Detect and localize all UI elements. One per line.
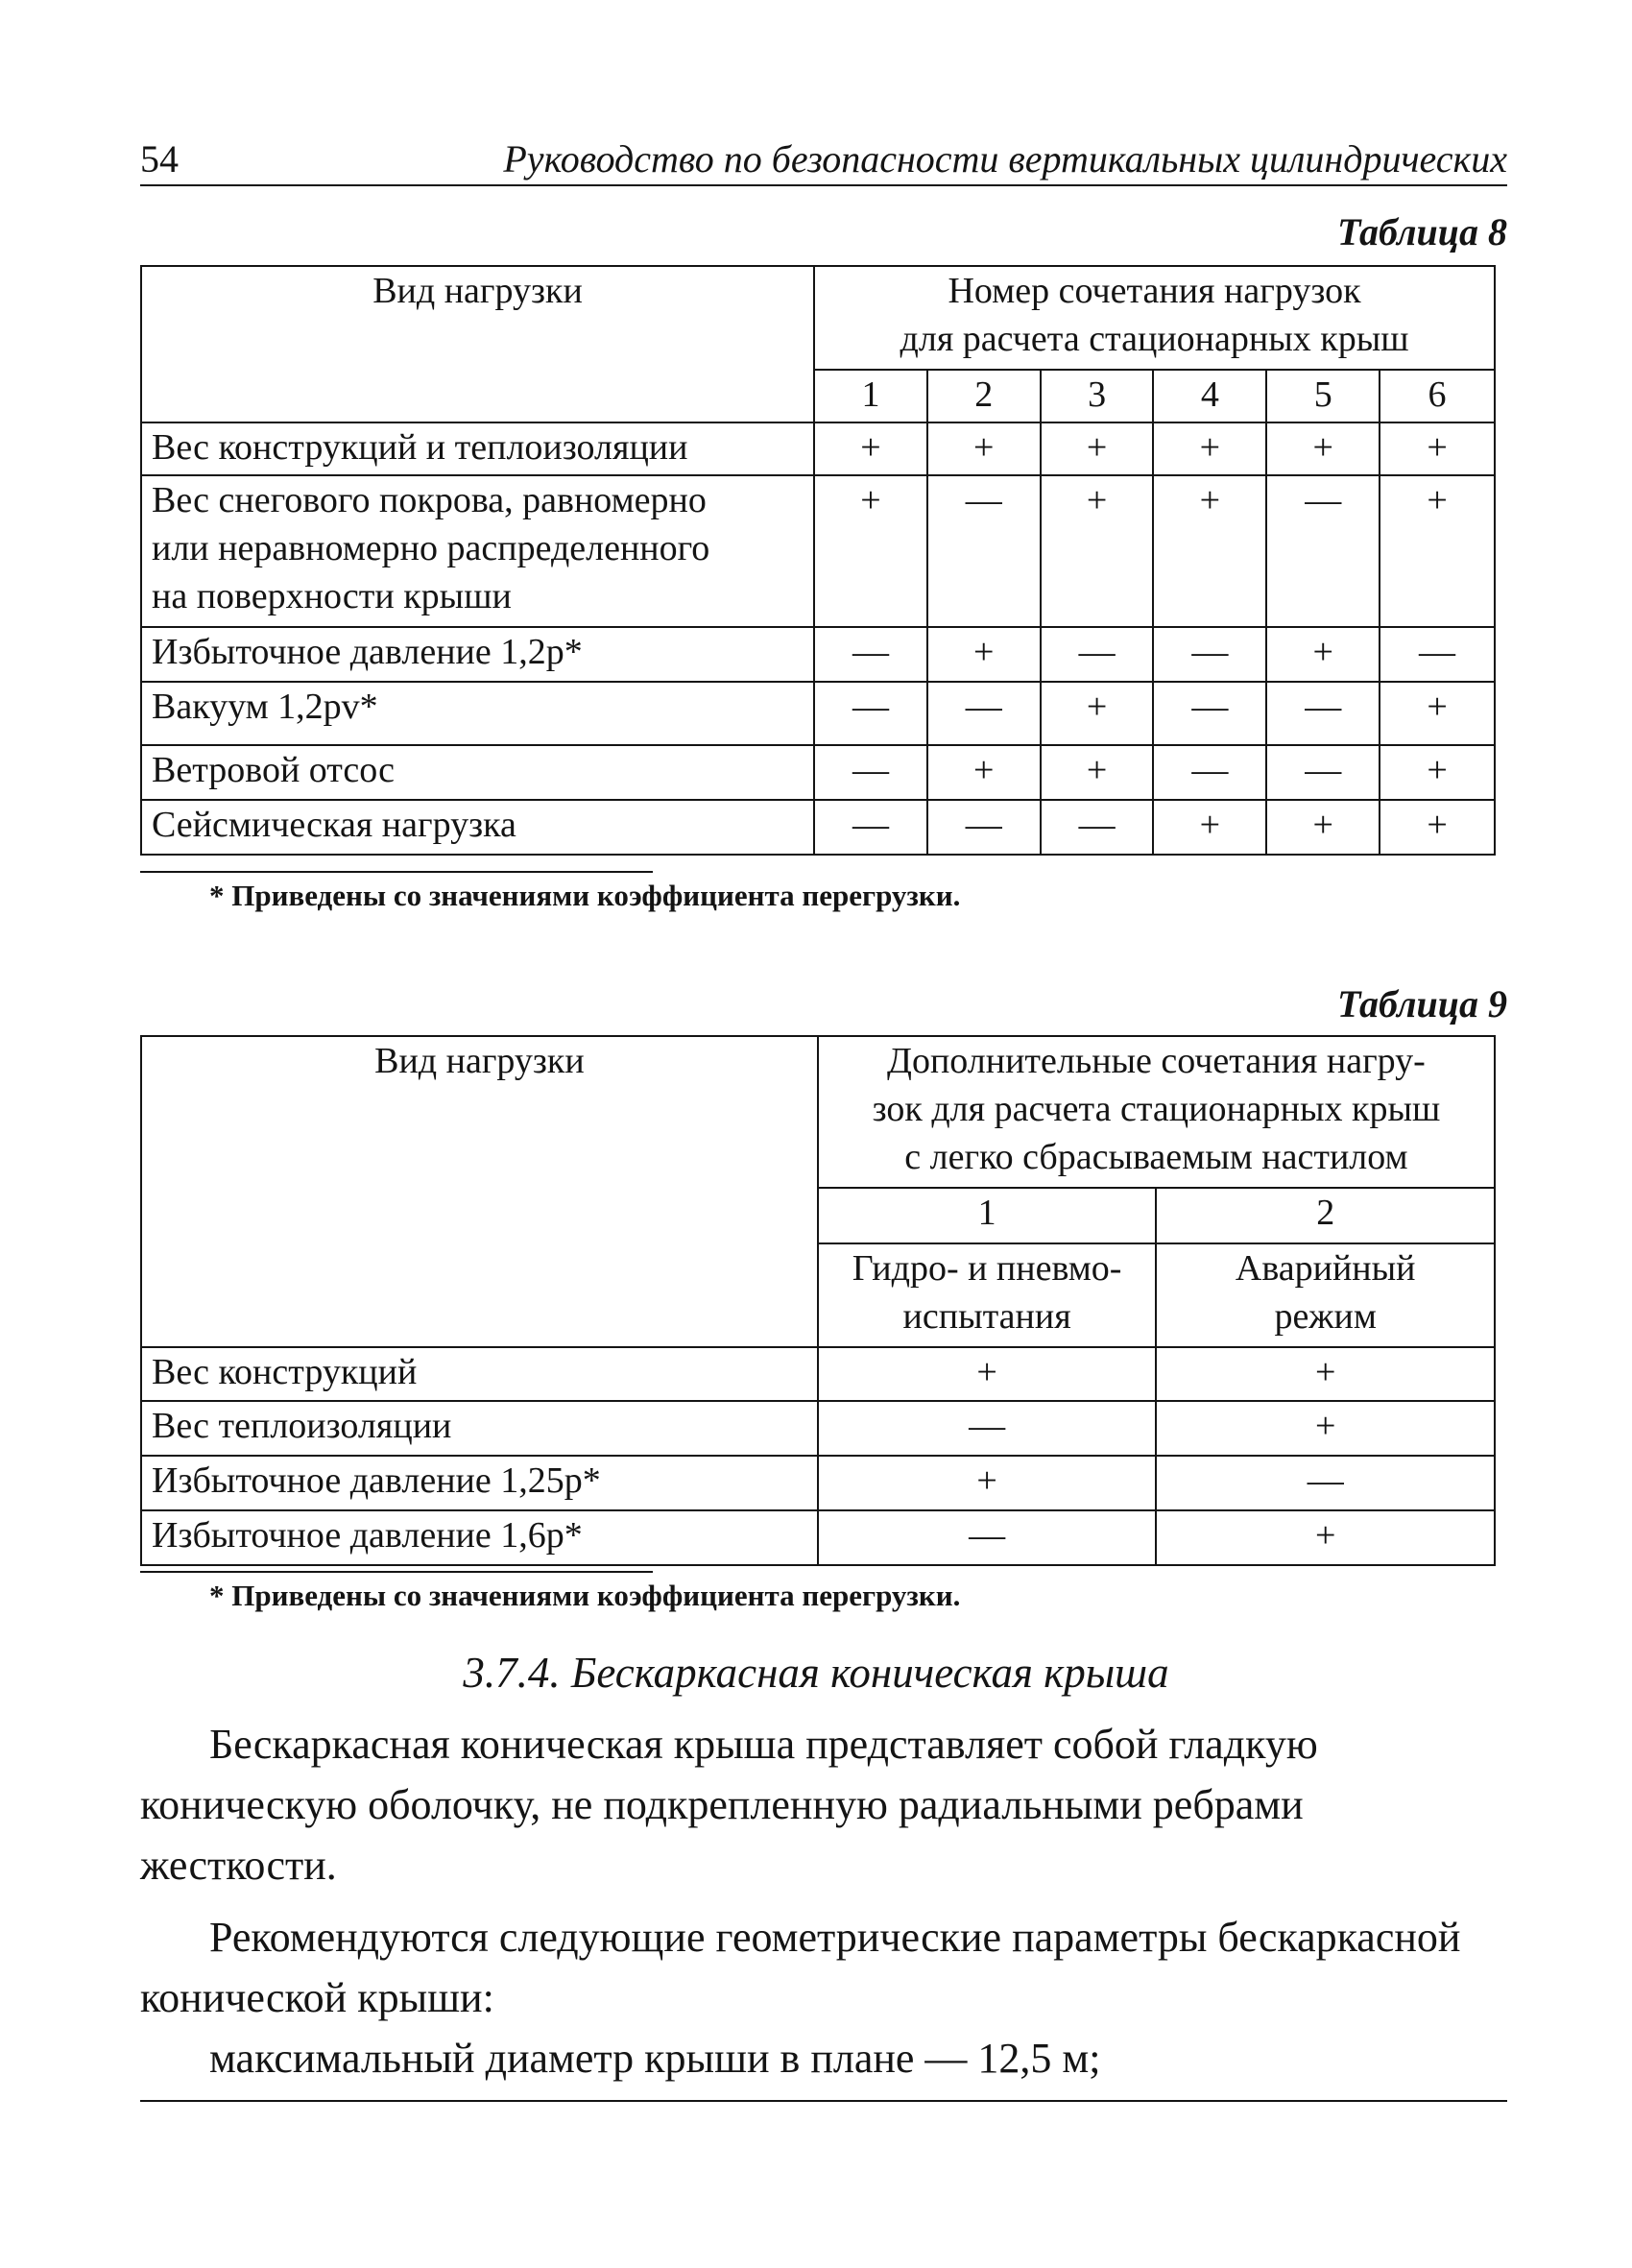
row-label: Вес конструкций и теплоизоляции [141, 422, 814, 475]
table-row [141, 1456, 1495, 1510]
paragraph: Рекомендуются следующие геометрические параметры бескаркасной конической крыши: [140, 1914, 1461, 2021]
table9-caption: Таблица 9 [1337, 982, 1507, 1025]
row-label: Вес конструкций [141, 1347, 818, 1401]
table-row [141, 627, 1495, 682]
footnote-rule [140, 871, 653, 873]
table9 [140, 1035, 1496, 1566]
row-label: Избыточное давление 1,2p* [141, 627, 814, 682]
table8-caption: Таблица 8 [1337, 210, 1507, 253]
cell-value: — [814, 800, 927, 855]
cell-value: — [1156, 1456, 1495, 1510]
cell-value: + [1380, 745, 1495, 800]
table-row [141, 800, 1495, 855]
paragraph: Бескаркасная коническая крыша представляет собой гладкую коническую оболочку, не подкрепленную радиальными ребрами жесткости. [140, 1721, 1318, 1889]
cell-value: + [1380, 475, 1495, 627]
cell-value: — [927, 800, 1041, 855]
cell-value: — [1153, 682, 1266, 745]
table8-group-header-line2: для расчета стационарных крыш [900, 319, 1409, 359]
sub-header-line: Аварийный [1235, 1248, 1416, 1289]
page-header [140, 133, 1507, 186]
cell-value: — [1041, 627, 1154, 682]
cell-value: + [927, 745, 1041, 800]
row-label-line: Вес снегового покрова, равномерно [152, 480, 707, 520]
table8-col-number: 2 [927, 370, 1041, 422]
sub-header-line: режим [1274, 1296, 1377, 1337]
cell-value: + [1380, 800, 1495, 855]
cell-value: — [818, 1510, 1157, 1565]
cell-value: + [1266, 800, 1380, 855]
cell-value: — [927, 682, 1041, 745]
row-label: Избыточное давление 1,25p* [141, 1456, 818, 1510]
cell-value: — [1266, 682, 1380, 745]
table8-col-number: 6 [1380, 370, 1495, 422]
cell-value: — [814, 627, 927, 682]
sub-header-line: испытания [902, 1296, 1071, 1337]
row-label: Сейсмическая нагрузка [141, 800, 814, 855]
table9-sub-header [1156, 1243, 1495, 1347]
paragraph: максимальный диаметр крыши в плане — 12,5 м; [209, 2035, 1101, 2082]
row-label [141, 475, 814, 627]
table9-group-header-line3: с легко сбрасываемым настилом [904, 1137, 1408, 1177]
table-row [141, 1510, 1495, 1565]
cell-value: + [1266, 422, 1380, 475]
table9-sub-header [818, 1243, 1157, 1347]
cell-value: + [1153, 422, 1266, 475]
table8-group-header-line1: Номер сочетания нагрузок [948, 271, 1361, 311]
cell-value: + [1041, 682, 1154, 745]
table8-col-number: 3 [1041, 370, 1154, 422]
row-label: Ветровой отсос [141, 745, 814, 800]
cell-value: + [1153, 475, 1266, 627]
sub-header-line: Гидро- и пневмо- [852, 1248, 1122, 1289]
cell-value: + [1156, 1510, 1495, 1565]
table8-col-header: Вид нагрузки [141, 266, 814, 422]
bottom-rule [140, 2100, 1507, 2102]
cell-value: + [814, 422, 927, 475]
table9-group-header-line1: Дополнительные сочетания нагру- [887, 1041, 1426, 1081]
footnote-rule [140, 1571, 653, 1573]
row-label: Вакуум 1,2pv* [141, 682, 814, 745]
cell-value: + [1156, 1347, 1495, 1401]
cell-value: + [1380, 682, 1495, 745]
cell-value: — [1041, 800, 1154, 855]
table8-footnote: * Приведены со значениями коэффициента перегрузки. [209, 879, 961, 912]
table8-col-number: 1 [814, 370, 927, 422]
table-row [141, 1401, 1495, 1456]
cell-value: + [818, 1456, 1157, 1510]
cell-value: — [814, 745, 927, 800]
table9-footnote: * Приведены со значениями коэффициента перегрузки. [209, 1579, 961, 1612]
cell-value: — [1266, 475, 1380, 627]
table-row [141, 682, 1495, 745]
cell-value: + [1156, 1401, 1495, 1456]
section-heading: 3.7.4. Бескаркасная коническая крыша [463, 1649, 1169, 1697]
cell-value: + [1380, 422, 1495, 475]
table8 [140, 265, 1496, 856]
table9-col-number: 1 [818, 1188, 1157, 1243]
cell-value: — [1153, 745, 1266, 800]
page-number: 54 [140, 137, 179, 181]
table9-group-header [818, 1036, 1495, 1188]
table-row [141, 745, 1495, 800]
cell-value: + [927, 422, 1041, 475]
row-label: Избыточное давление 1,6p* [141, 1510, 818, 1565]
cell-value: + [1041, 475, 1154, 627]
row-label-line: на поверхности крыши [152, 576, 512, 616]
table8-col-number: 4 [1153, 370, 1266, 422]
cell-value: — [1266, 745, 1380, 800]
table-row [141, 1347, 1495, 1401]
table8-col-number: 5 [1266, 370, 1380, 422]
row-label: Вес теплоизоляции [141, 1401, 818, 1456]
cell-value: — [927, 475, 1041, 627]
cell-value: + [1041, 745, 1154, 800]
table-row [141, 422, 1495, 475]
cell-value: + [1041, 422, 1154, 475]
running-title: Руководство по безопасности вертикальных цилиндрических [503, 137, 1507, 181]
body-text [140, 1714, 1507, 2088]
cell-value: — [1153, 627, 1266, 682]
table8-group-header [814, 266, 1495, 370]
cell-value: + [818, 1347, 1157, 1401]
cell-value: — [818, 1401, 1157, 1456]
cell-value: + [814, 475, 927, 627]
table-row [141, 475, 1495, 627]
cell-value: + [927, 627, 1041, 682]
table9-group-header-line2: зок для расчета стационарных крыш [872, 1089, 1441, 1129]
row-label-line: или неравномерно распределенного [152, 528, 710, 568]
cell-value: — [814, 682, 927, 745]
cell-value: + [1153, 800, 1266, 855]
cell-value: — [1380, 627, 1495, 682]
cell-value: + [1266, 627, 1380, 682]
table9-col-number: 2 [1156, 1188, 1495, 1243]
table9-col-header: Вид нагрузки [141, 1036, 818, 1347]
